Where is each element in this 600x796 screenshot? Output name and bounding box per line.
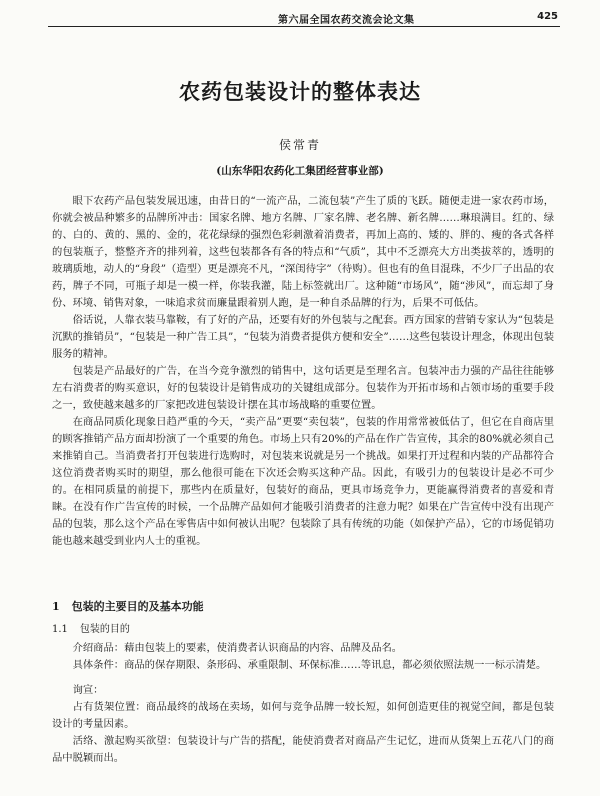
section-heading <box>52 598 204 614</box>
subsection-number: 1.1 <box>52 624 68 635</box>
paper-title: 农药包装设计的整体表达 <box>179 80 421 104</box>
author-affiliation: (山东华阳农药化工集团经营事业部) <box>216 165 384 177</box>
paragraph: 具体条件：商品的保存期限、条形码、承重限制、环保标准……等讯息，都必须依照法规一一标示清楚。 <box>72 659 547 671</box>
paragraph: 眼下农药产品包装发展迅速，由昔日的“一流产品，二流包装”产生了质的飞跃。随便走进一家农药市场，你就会被品种繁多的品牌所冲击：国家名牌、地方名牌、厂家名牌、老名牌、新名牌……琳琅满目。红的、绿的、白的、黄的、黑的、金的，花花绿绿的强烈色彩刺激着消费者，再加上高的、矮的、胖的、瘦的各式各样的包装瓶子，整整齐齐的排列着，这些包装都各有各的特点和“气质”，其中不乏漂亮大方出类拔萃的，透明的玻璃质地，动人的“身段”（造型）更是漂亮不凡，“深闺待字”（待购）。但也有的鱼目混珠，不少厂子出品的农药，牌子不同，可瓶子却是一模一样，你装我灌，陆上标签就出厂。这种随“市场风”，随“涉风”，而忘却了身份、环境、销售对象，一味追求贫而廉量跟着别人跑，是一种自杀品牌的行为，后果不可低估。 <box>52 195 554 309</box>
paragraph: 包装是产品最好的广告，在当今竞争激烈的销售中，这句话更是至理名言。包装冲击力强的产品往往能够左右消费者的购买意识，好的包装设计是销售成功的关键组成部分。包装作为开拓市场和占领市场的重要手段之一，致使越来越多的厂家把改进包装设计摆在其市场战略的重要位置。 <box>52 365 554 411</box>
author-name: 侯常青 <box>278 138 321 152</box>
paragraph: 俗话说，人靠衣装马靠鞍，有了好的产品，还要有好的外包装与之配套。西方国家的营销专家认为“包装是沉默的推销员”，“包装是一种广告工具”，“包装为消费者提供方便和安全”……这些包装设计理念，体现出包装服务的精神。 <box>52 314 554 360</box>
paragraph: 询宣： <box>72 684 104 696</box>
paragraph: 介绍商品：藉由包装上的要素，使消费者认识商品的内容、品牌及品名。 <box>72 642 403 654</box>
journal-title: 第六届全国农药交流会论文集 <box>278 15 415 26</box>
paragraph: 占有货架位置：商品最终的战场在卖场，如何与竞争品牌一较长短，如何创造更佳的视觉空间，都是包装设计的考量因素。 <box>52 701 554 730</box>
page-number: 425 <box>537 11 558 22</box>
paragraph: 活络、激起购买欲望：包装设计与广告的搭配，能使消费者对商品产生记忆，进而从货架上五花八门的商品中脱颖而出。 <box>52 735 554 764</box>
running-header <box>48 8 560 27</box>
body-text <box>52 193 554 550</box>
subsection-heading <box>52 620 130 635</box>
section-number: 1 <box>52 600 60 613</box>
paragraph: 在商品同质化现象日趋严重的今天，“卖产品”更要“卖包装”，包装的作用常常被低估了，但它在自商店里的顾客推销产品方面却扮演了一个重要的角色。市场上只有20%的产品在作广告宣传，其余的80%就必须自己来推销自己。当消费者打开包装进行选购时，对包装来说就是另一个挑战。如果打开过程和内装的产品都符合这位消费者购买时的期望，那么他很可能在下次还会购买这种产品。因此，有吸引力的包装设计是必不可少的。在相同质量的前提下，那些内在质量好，包装好的商品，更具市场竞争力，更能赢得消费者的喜爱和青睐。在没有作广告宣传的时候，一个品牌产品如何才能吸引消费者的注意力呢？如果在广告宣传中没有出现产品的包装，那么这个产品在零售店中如何被认出呢？包装除了具有传统的功能（如保护产品），它的市场促销功能也越来越受到业内人士的重视。 <box>52 416 554 547</box>
subsection-body <box>52 640 554 767</box>
section-title: 包装的主要目的及基本功能 <box>71 600 204 613</box>
subsection-title: 包装的目的 <box>79 624 130 635</box>
